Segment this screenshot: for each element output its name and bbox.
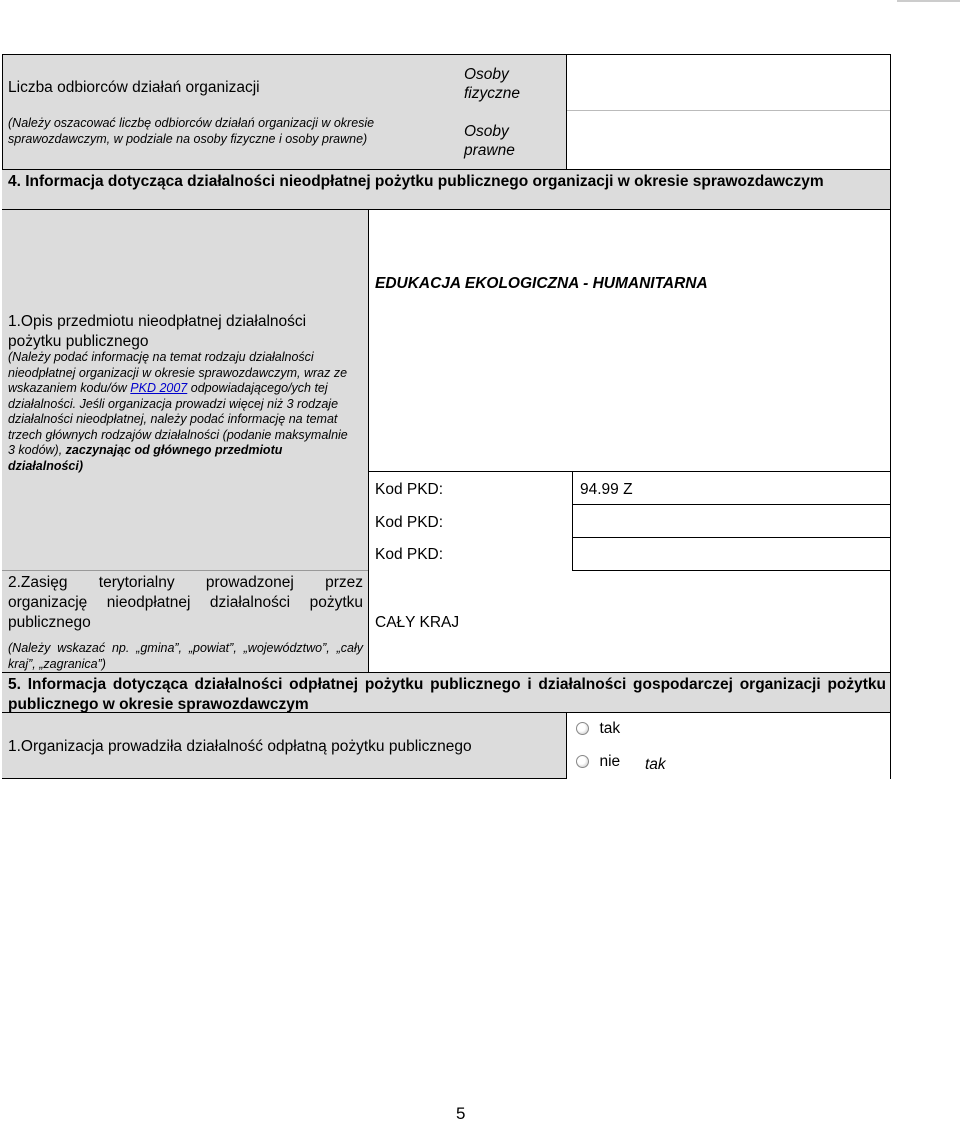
option-no[interactable] — [576, 752, 620, 771]
radio-no-icon[interactable] — [576, 755, 589, 768]
pkd-label-3: Kod PKD: — [375, 546, 444, 563]
pkd-label-1: Kod PKD: — [375, 481, 444, 498]
section4-header: 4. Informacja dotycząca działalności nieodpłatnej pożytku publicznego organizacji w okresie sprawozdawczym — [8, 173, 824, 190]
q1-note-part-a: (Należy podać informację na temat rodzaju działalności nieodpłatnej organizacji w okresie sprawozdawczym, wraz ze wskazaniem kodu/ów — [8, 350, 348, 395]
page-number: 5 — [456, 1104, 466, 1123]
radio-yes-icon[interactable] — [576, 722, 589, 735]
recipients-title: Liczba odbiorców działań organizacji — [8, 79, 260, 96]
q1-note-bold: zaczynając od głównego przedmiotu działalności) — [8, 443, 283, 473]
section4-q2-note: (Należy wskazać np. „gmina”, „powiat”, „województwo”, „cały kraj”, „zagranica”) — [8, 641, 363, 671]
section4-q2-title: 2.Zasięg terytorialny prowadzonej przez organizację nieodpłatnej działalności pożytku publicznego — [8, 574, 363, 631]
recipients-row1-value[interactable] — [572, 60, 884, 104]
section4-q1-note — [8, 350, 353, 474]
recipients-note: (Należy oszacować liczbę odbiorców działań organizacji w okresie sprawozdawczym, w podziale na osoby fizyczne i osoby prawne) — [8, 116, 375, 146]
option-yes[interactable] — [576, 719, 620, 738]
option-no-label: nie — [599, 753, 621, 770]
q1-note-part-b: odpowiadającego/ych tej działalności. Jeśli organizacja prowadzi więcej niż 3 rodzaje działalności nieodpłatnej, należy podać informację na temat trzech głównych rodzajów działalności (podanie maksymalnie 3 kodów), — [8, 381, 348, 457]
selected-answer: tak — [645, 756, 666, 773]
recipients-label-cell — [2, 54, 456, 169]
pkd-code-1[interactable]: 94.99 Z — [580, 481, 633, 498]
section4-q2-answer[interactable]: CAŁY KRAJ — [375, 614, 460, 631]
pkd-2007-link[interactable]: PKD 2007 — [130, 381, 188, 395]
recipients-row2-value[interactable] — [572, 116, 884, 160]
recipients-row2-label: Osoby prawne — [464, 123, 515, 159]
page-edge-mark — [897, 0, 960, 2]
option-yes-label: tak — [599, 720, 621, 737]
recipients-row1-label: Osoby fizyczne — [464, 66, 520, 102]
section4-q1-title: 1.Opis przedmiotu nieodpłatnej działalności pożytku publicznego — [8, 313, 307, 350]
section4-q1-answer[interactable]: EDUKACJA EKOLOGICZNA - HUMANITARNA — [375, 275, 708, 292]
section5-header: 5. Informacja dotycząca działalności odpłatnej pożytku publicznego i działalności gospodarczej organizacji pożytku publicznego w okresie sprawozdawczym — [8, 676, 886, 713]
section5-q1-title: 1.Organizacja prowadziła działalność odpłatną pożytku publicznego — [8, 738, 472, 755]
pkd-label-2: Kod PKD: — [375, 514, 444, 531]
